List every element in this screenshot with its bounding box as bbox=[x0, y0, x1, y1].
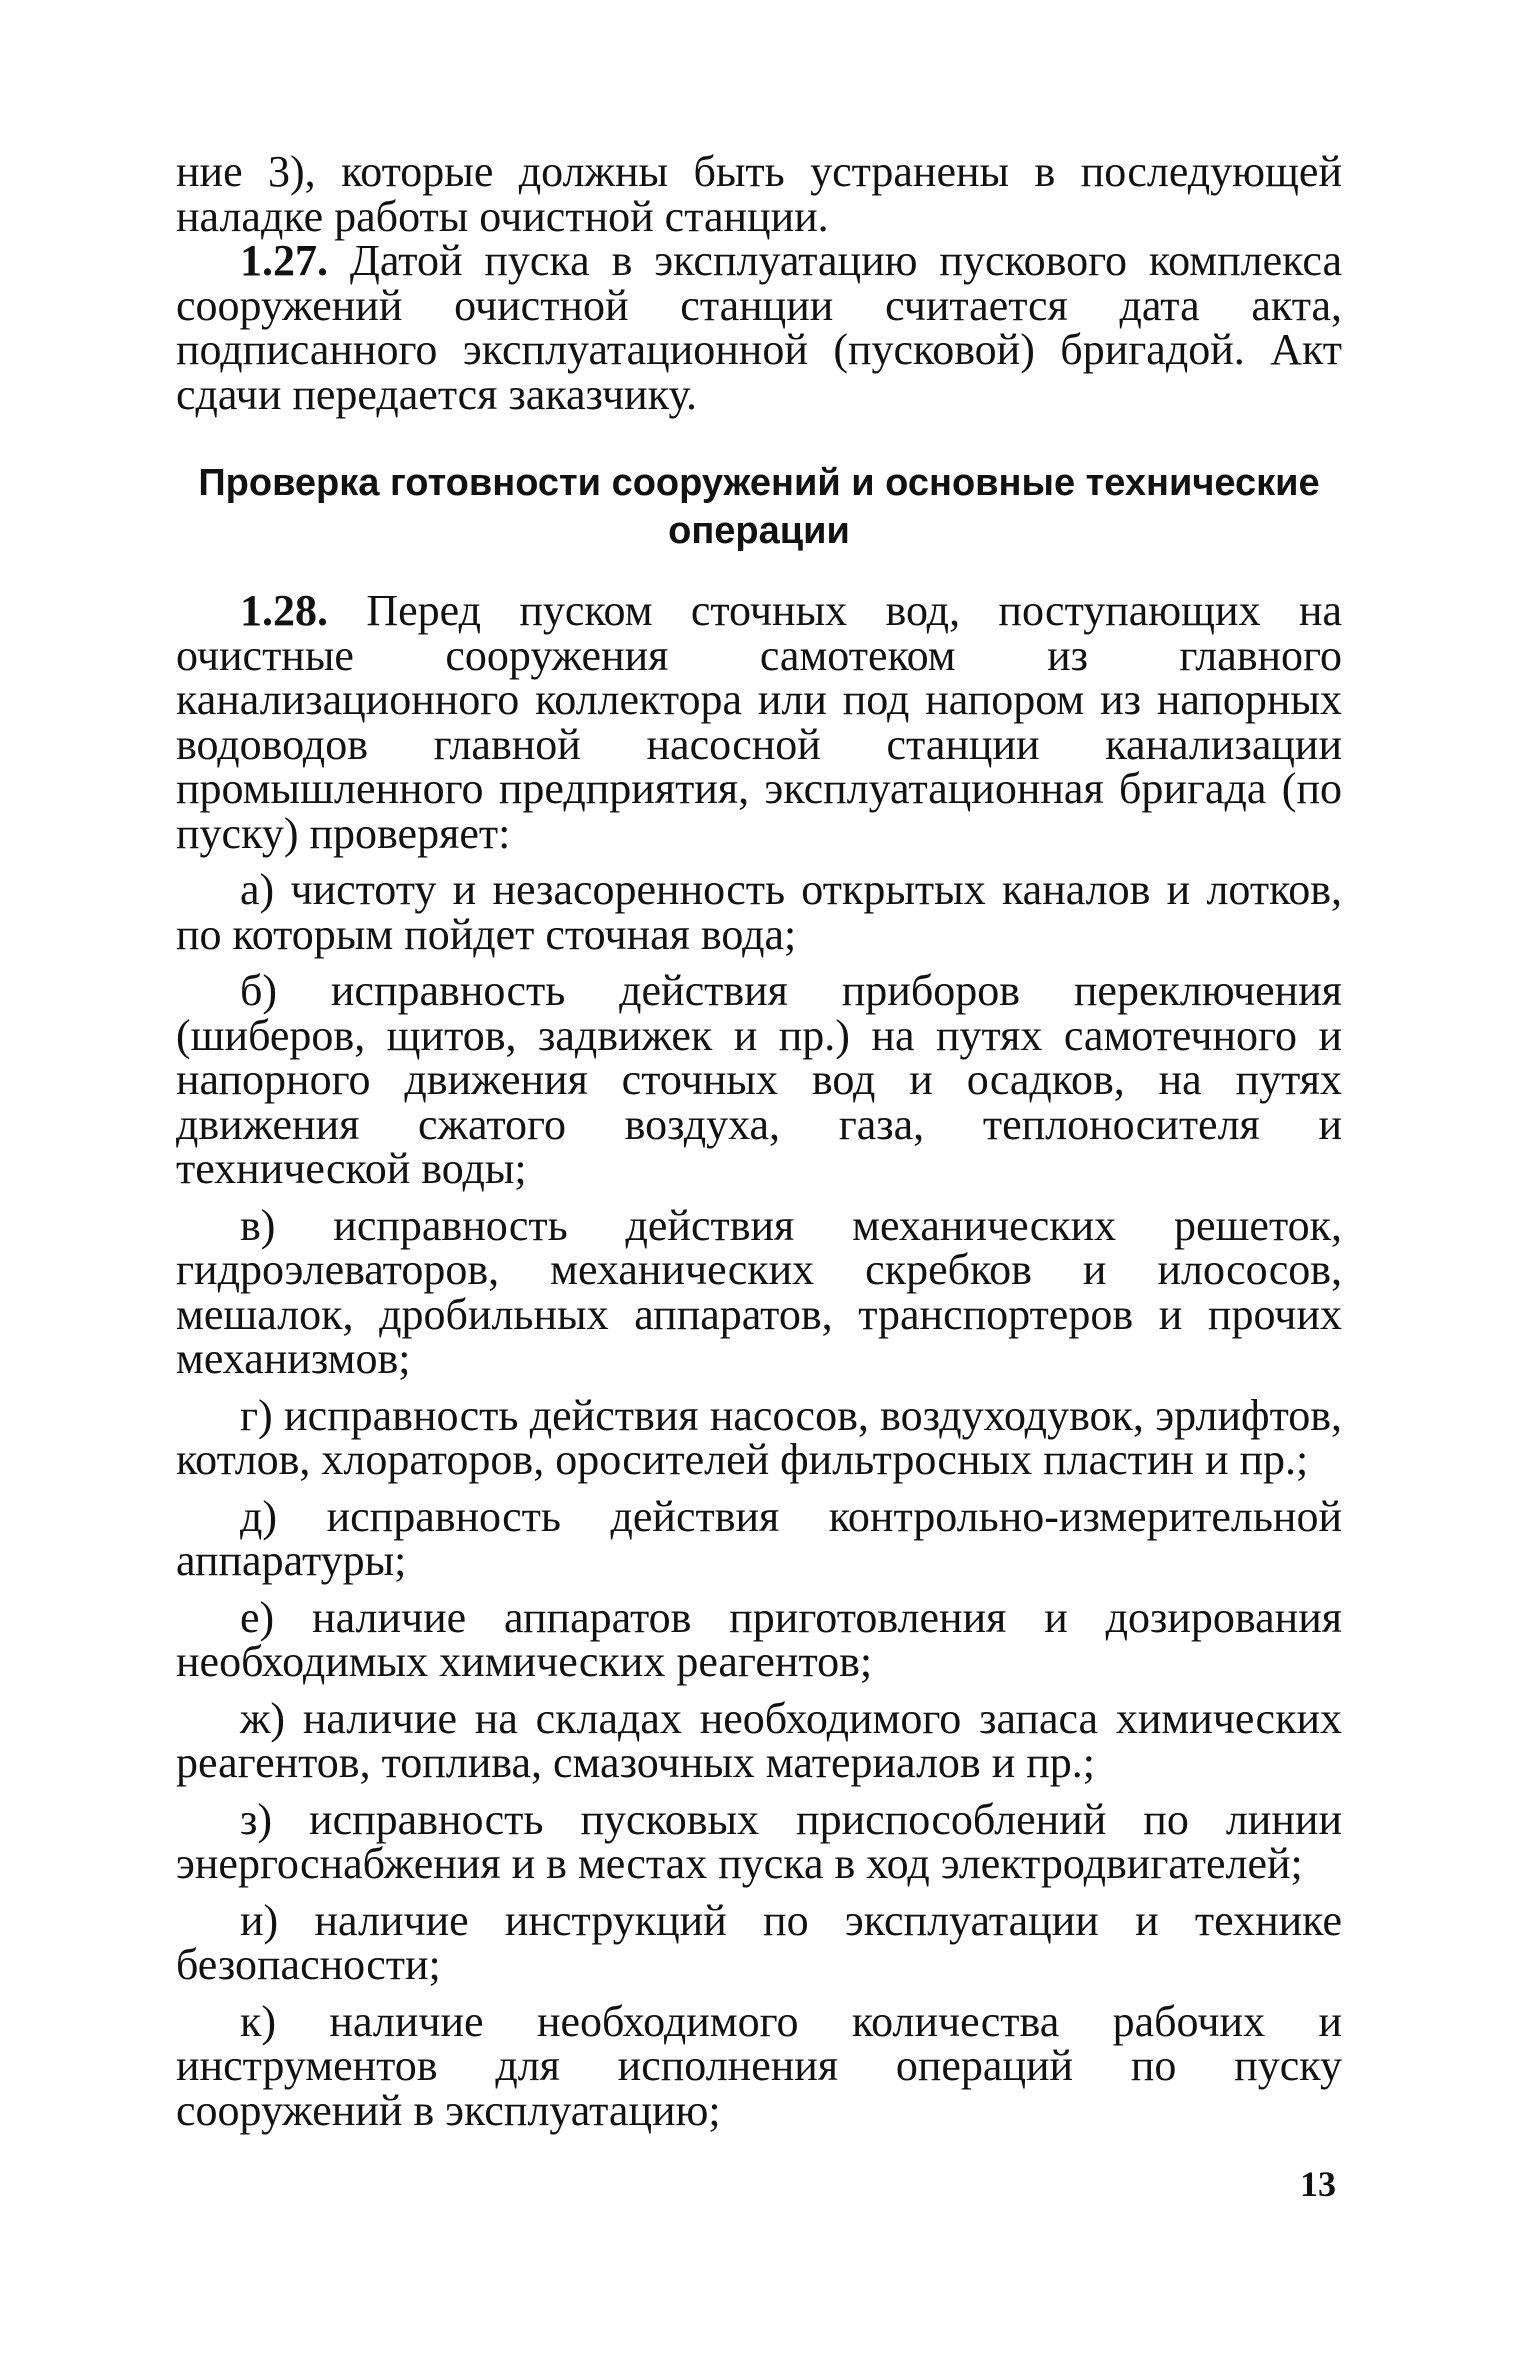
page-number: 13 bbox=[1300, 2164, 1336, 2204]
clause-text: Датой пуска в эксплуатацию пускового комплекса сооружений очистной станции считается дата акта, подписанного эксплуатационной (пусковой) бригадой. Акт сдачи передается заказчику. bbox=[176, 236, 1342, 419]
list-item-b: б) исправность действия приборов переключения (шиберов, щитов, задвижек и пр.) на путях самотечного и напорного движения сточных вод и осадков, на путях движения сжатого воздуха, газа, теплоносителя и технической воды; bbox=[176, 966, 1342, 1193]
clause-text: Перед пуском сточных вод, поступающих на очистные сооружения самотеком из главного канализационного коллектора или под напором из напорных водоводов главной насосной станции канализации промышленного предприятия, эксплуатационная бригада (по пуску) проверяет: bbox=[176, 586, 1343, 858]
list-item-g: г) исправность действия насосов, воздуходувок, эрлифтов, котлов, хлораторов, оросителей фильтросных пластин и пр.; bbox=[176, 1390, 1342, 1484]
list-item-e: е) наличие аппаратов приготовления и дозирования необходимых химических реагентов; bbox=[176, 1592, 1342, 1686]
list-item-z: з) исправность пусковых приспособлений по линии энергоснабжения и в местах пуска в ход электродвигателей; bbox=[176, 1794, 1342, 1888]
clause-number: 1.28. bbox=[240, 586, 328, 635]
document-page bbox=[176, 147, 1343, 2210]
continuation-paragraph: ние 3), которые должны быть устранены в последующей наладке работы очистной станции. bbox=[176, 147, 1342, 241]
list-item-d: д) исправность действия контрольно-измерительной аппаратуры; bbox=[176, 1491, 1342, 1585]
clause-1-27 bbox=[176, 236, 1342, 419]
list-item-zh: ж) наличие на складах необходимого запаса химических реагентов, топлива, смазочных материалов и пр.; bbox=[176, 1693, 1342, 1787]
list-item-k: к) наличие необходимого количества рабочих и инструментов для исполнения операций по пуску сооружений в эксплуатацию; bbox=[176, 1996, 1342, 2135]
list-item-v: в) исправность действия механических решеток, гидроэлеваторов, механических скребков и илососов, мешалок, дробильных аппаратов, транспортеров и прочих механизмов; bbox=[176, 1200, 1342, 1383]
section-heading: Проверка готовности сооружений и основные технические операции bbox=[198, 462, 1320, 552]
clause-number: 1.27. bbox=[240, 236, 328, 285]
list-item-a: а) чистоту и незасоренность открытых каналов и лотков, по которым пойдет сточная вода; bbox=[176, 865, 1342, 959]
clause-1-28 bbox=[176, 586, 1343, 858]
list-item-i: и) наличие инструкций по эксплуатации и технике безопасности; bbox=[176, 1895, 1342, 1989]
